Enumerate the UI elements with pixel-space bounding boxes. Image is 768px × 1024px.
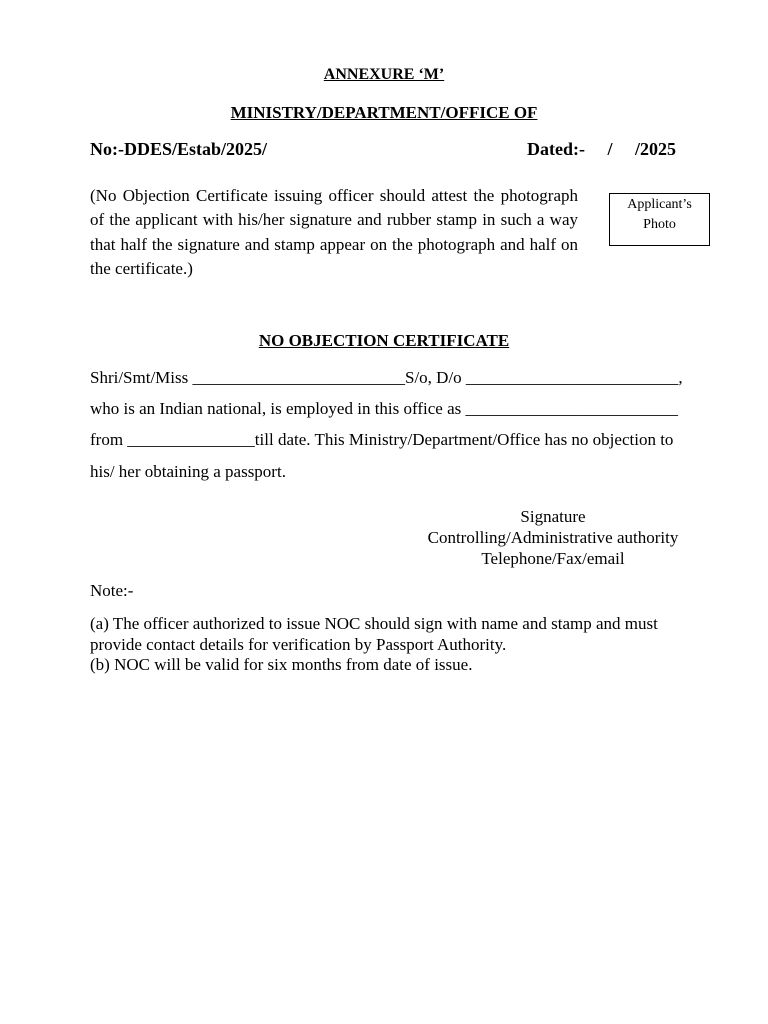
- photo-box-label-line1: Applicant’s: [627, 197, 692, 212]
- certificate-line-employment: who is an Indian national, is employed in this office as _________________________: [90, 399, 679, 418]
- certificate-line-name: Shri/Smt/Miss _________________________S/o, D/o _________________________,: [90, 368, 683, 387]
- certificate-title: NO OBJECTION CERTIFICATE: [258, 331, 510, 350]
- note-item-b: (b) NOC will be valid for six months from date of issue.: [90, 655, 473, 674]
- certificate-line-duration: from _______________till date. This Ministry/Department/Office has no objection to: [90, 430, 674, 449]
- note-item-a: (a) The officer authorized to issue NOC should sign with name and stamp and must provide contact details for verification by Passport Authority.: [90, 614, 658, 654]
- signature-label: Signature: [520, 507, 586, 526]
- date-field: Dated:- / /2025: [527, 139, 676, 159]
- reference-number: No:-DDES/Estab/2025/: [90, 139, 268, 159]
- attestation-instruction: (No Objection Certificate issuing officer should attest the photograph of the applicant with his/her signature and rubber stamp in such a way that half the signature and stamp appear on the photograph and half on the certificate.): [90, 186, 578, 278]
- certificate-line-passport: his/ her obtaining a passport.: [90, 462, 286, 481]
- note-heading: Note:-: [90, 581, 134, 600]
- signature-block: [415, 506, 691, 569]
- applicant-photo-box: [609, 193, 710, 246]
- photo-box-label-line2: Photo: [643, 217, 676, 232]
- notes-block: [90, 614, 690, 676]
- annexure-heading: ANNEXURE ‘M’: [323, 66, 445, 83]
- ministry-heading: MINISTRY/DEPARTMENT/OFFICE OF: [230, 103, 538, 122]
- signature-contact: Telephone/Fax/email: [481, 549, 625, 568]
- signature-authority: Controlling/Administrative authority: [427, 528, 679, 547]
